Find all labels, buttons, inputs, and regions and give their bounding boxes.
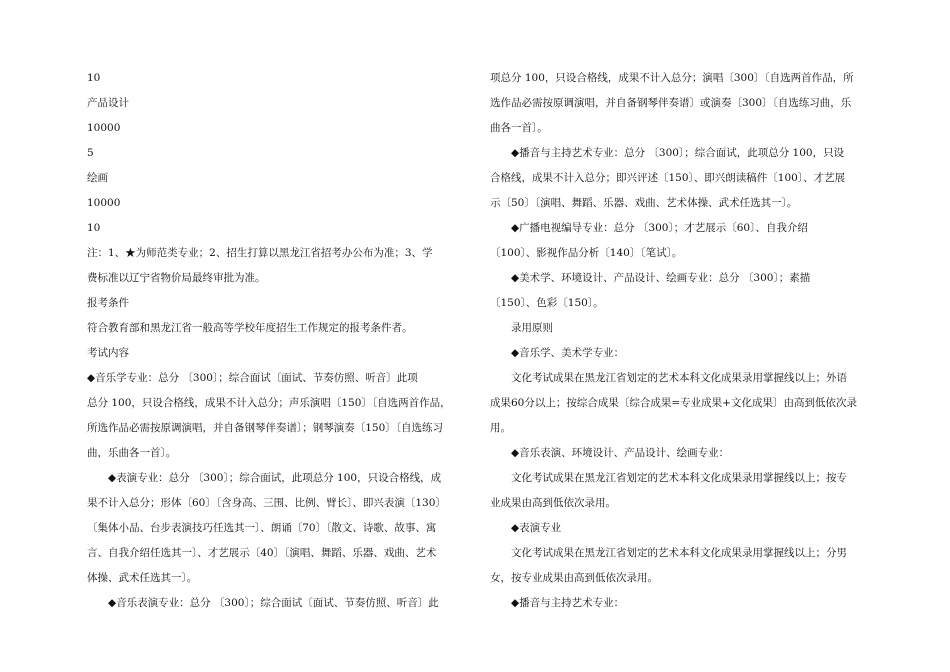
- right-column: [490, 66, 885, 616]
- text-line: ◆播音与主持艺术专业：总分 〔300〕；综合面试，此项总分 100，只设: [511, 147, 845, 159]
- text-line: 绘画: [87, 172, 108, 184]
- text-line: 示〔50〕〔演唱、舞蹈、乐器、戏曲、艺术体操、武术任选其一〕。: [490, 197, 798, 209]
- text-line: 录用原则: [511, 322, 553, 334]
- text-line: 成果60分以上；按综合成果〔综合成果=专业成果+文化成果〕由高到低依次录: [490, 397, 857, 409]
- text-line: 文化考试成果在黑龙江省划定的艺术本科文化成果录用掌握线以上；按专: [511, 472, 847, 484]
- text-line: 10: [87, 222, 101, 234]
- text-line: 合格线，成果不计入总分；即兴评述〔150〕、即兴朗读稿件〔100〕、才艺展: [490, 172, 846, 184]
- text-line: 选作品必需按原调演唱，并自备钢琴伴奏谱〕或演奏〔300〕〔自选练习曲，乐: [490, 97, 852, 109]
- text-line: 考试内容: [87, 347, 129, 359]
- text-line: 符合教育部和黑龙江省一般高等学校年度招生工作规定的报考条件者。: [87, 322, 413, 334]
- text-line: 〔150〕、色彩〔150〕。: [490, 297, 604, 309]
- left-column: [87, 66, 467, 616]
- text-line: ◆广播电视编导专业：总分 〔300〕；才艺展示〔60〕、自我介绍: [511, 222, 808, 234]
- text-line: ◆音乐表演专业：总分 〔300〕；综合面试〔面试、节奏仿照、听音〕此: [108, 597, 439, 609]
- text-line: 曲各一首〕。: [490, 122, 548, 134]
- text-line: 〔100〕、影视作品分析〔140〕〔笔试〕。: [490, 247, 683, 259]
- text-line: 报考条件: [87, 297, 129, 309]
- text-line: ◆音乐表演、环境设计、产品设计、绘画专业：: [511, 447, 730, 459]
- text-line: ◆音乐学专业：总分 〔300〕；综合面试〔面试、节奏仿照、听音〕此项: [87, 372, 418, 384]
- text-line: 曲，乐曲各一首〕。: [87, 447, 177, 459]
- text-line: ◆美术学、环境设计、产品设计、绘画专业：总分 〔300〕；素描: [511, 272, 811, 284]
- text-line: 〔集体小品、台步表演技巧任选其一〕、朗诵〔70〕〔散文、诗歌、故事、寓: [87, 522, 437, 534]
- text-line: 所选作品必需按原调演唱，并自备钢琴伴奏谱〕；钢琴演奏〔150〕〔自选练习: [87, 422, 444, 434]
- text-line: 注：1、★为师范类专业；2、招生打算以黑龙江省招考办公布为准；3、学: [87, 247, 433, 259]
- text-line: ◆表演专业: [511, 522, 562, 534]
- text-line: ◆表演专业：总分 〔300〕；综合面试，此项总分 100，只设合格线，成: [108, 472, 442, 484]
- text-line: 用。: [490, 422, 511, 434]
- text-line: 果不计入总分；形体〔60〕〔含身高、三围、比例、臂长〕、即兴表演〔130〕: [87, 497, 446, 509]
- text-line: 体操、武术任选其一〕。: [87, 572, 198, 584]
- text-line: ◆音乐学、美术学专业：: [511, 347, 625, 359]
- text-line: 文化考试成果在黑龙江省划定的艺术本科文化成果录用掌握线以上；外语: [511, 372, 847, 384]
- text-line: 产品设计: [87, 97, 129, 109]
- text-line: 业成果由高到低依次录用。: [490, 497, 616, 509]
- text-line: 费标准以辽宁省物价局最终审批为准。: [87, 272, 266, 284]
- text-line: 项总分 100，只设合格线，成果不计入总分；演唱〔300〕〔自选两首作品，所: [490, 72, 854, 84]
- text-line: 女，按专业成果由高到低依次录用。: [490, 572, 658, 584]
- text-line: 总分 100，只设合格线，成果不计入总分；声乐演唱〔150〕〔自选两首作品，: [87, 397, 451, 409]
- text-line: 10: [87, 72, 101, 84]
- text-line: ◆播音与主持艺术专业：: [511, 597, 625, 609]
- text-line: 言、自我介绍任选其一〕、才艺展示〔40〕〔演唱、舞蹈、乐器、戏曲、艺术: [87, 547, 437, 559]
- text-line: 10000: [87, 122, 121, 134]
- text-line: 5: [87, 147, 94, 159]
- text-line: 10000: [87, 197, 121, 209]
- text-line: 文化考试成果在黑龙江省划定的艺术本科文化成果录用掌握线以上；分男: [511, 547, 847, 559]
